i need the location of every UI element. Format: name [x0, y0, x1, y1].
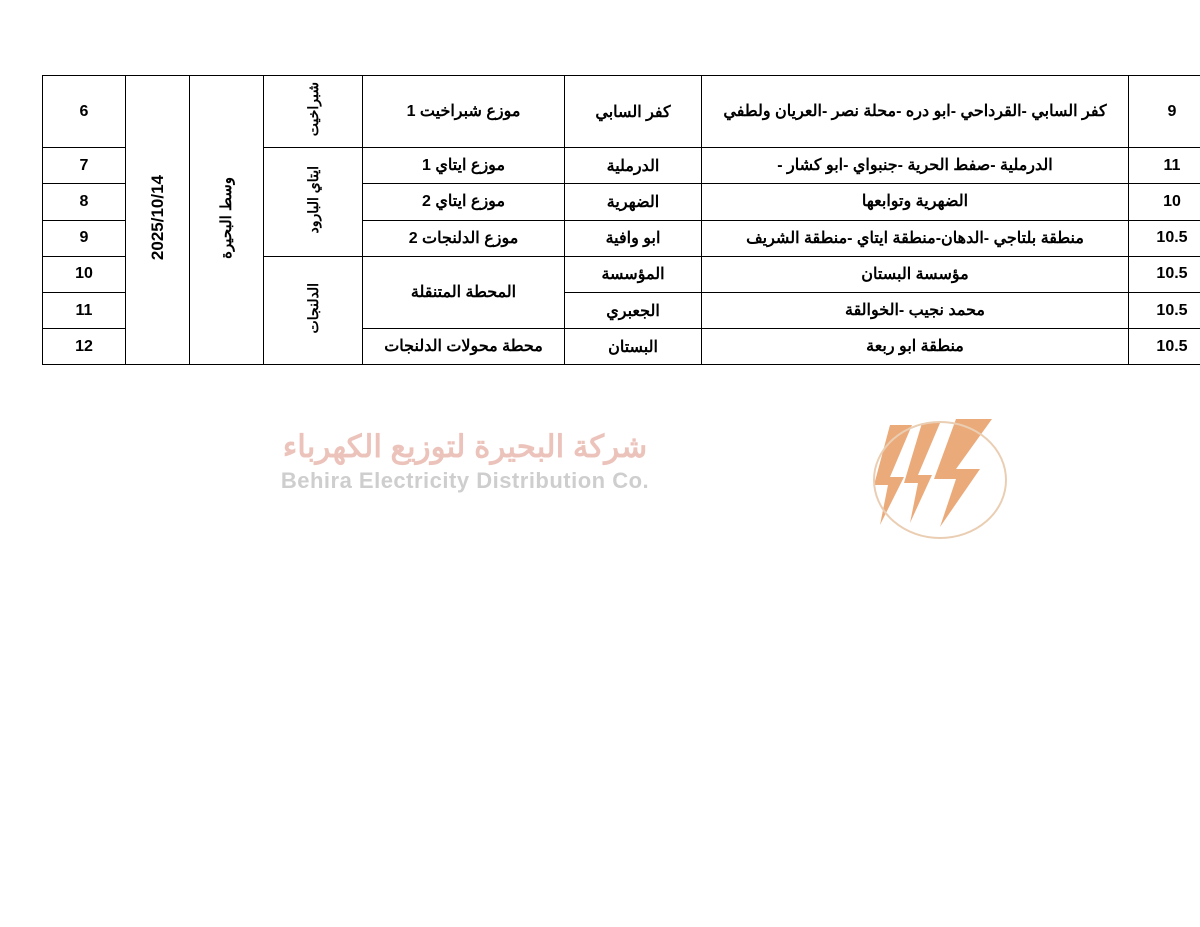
cell-index: 11 [43, 292, 126, 328]
cell-areas: محمد نجيب -الخوالقة [702, 292, 1129, 328]
cell-index: 6 [43, 76, 126, 148]
cell-group-itay-elbaroud [264, 148, 363, 257]
cell-start-time: 11 [1129, 148, 1200, 184]
cell-start-time: 10.5 [1129, 292, 1200, 328]
company-logo-icon [860, 405, 1020, 555]
cell-city: ابو وافية [565, 220, 702, 256]
outage-schedule-table [42, 75, 1200, 365]
cell-city: البستان [565, 329, 702, 365]
cell-index: 10 [43, 256, 126, 292]
group-label: ايتاي البارود [305, 165, 321, 234]
cell-feeder: محطة محولات الدلنجات [363, 329, 565, 365]
cell-areas: منطقة بلتاجي -الدهان-منطقة ايتاي -منطقة الشريف [702, 220, 1129, 256]
cell-start-time: 9 [1129, 76, 1200, 148]
cell-date [126, 76, 190, 365]
table-row [43, 76, 1200, 148]
cell-index: 7 [43, 148, 126, 184]
cell-feeder: المحطة المتنقلة [363, 256, 565, 328]
cell-group-delengat [264, 256, 363, 365]
cell-start-time: 10 [1129, 184, 1200, 220]
cell-areas: كفر السابي -القرداحي -ابو دره -محلة نصر -العريان ولطفي [702, 76, 1129, 148]
cell-start-time: 10.5 [1129, 329, 1200, 365]
cell-areas: الضهرية وتوابعها [702, 184, 1129, 220]
cell-city: المؤسسة [565, 256, 702, 292]
watermark-english-text: Behira Electricity Distribution Co. [280, 468, 650, 494]
cell-start-time: 10.5 [1129, 220, 1200, 256]
cell-feeder: موزع ايتاي 1 [363, 148, 565, 184]
cell-city: الجعبري [565, 292, 702, 328]
cell-start-time: 10.5 [1129, 256, 1200, 292]
sector-label: وسط البحيرة [218, 176, 235, 259]
cell-city: الدرملية [565, 148, 702, 184]
cell-feeder: موزع ايتاي 2 [363, 184, 565, 220]
watermark-arabic-text: شركة البحيرة لتوزيع الكهرباء [282, 429, 648, 464]
cell-sector [190, 76, 264, 365]
watermark [175, 430, 755, 494]
cell-city: كفر السابي [565, 76, 702, 148]
group-label: شبراخيت [305, 82, 321, 137]
cell-group-shubrakhit [264, 76, 363, 148]
cell-city: الضهرية [565, 184, 702, 220]
cell-areas: منطقة ابو ربعة [702, 329, 1129, 365]
cell-index: 8 [43, 184, 126, 220]
cell-feeder: موزع شبراخيت 1 [363, 76, 565, 148]
cell-index: 12 [43, 329, 126, 365]
cell-feeder: موزع الدلنجات 2 [363, 220, 565, 256]
cell-areas: الدرملية -صفط الحرية -جنبواي -ابو كشار - [702, 148, 1129, 184]
cell-areas: مؤسسة البستان [702, 256, 1129, 292]
cell-index: 9 [43, 220, 126, 256]
date-label: 2025/10/14 [148, 175, 167, 261]
group-label: الدلنجات [305, 282, 321, 334]
